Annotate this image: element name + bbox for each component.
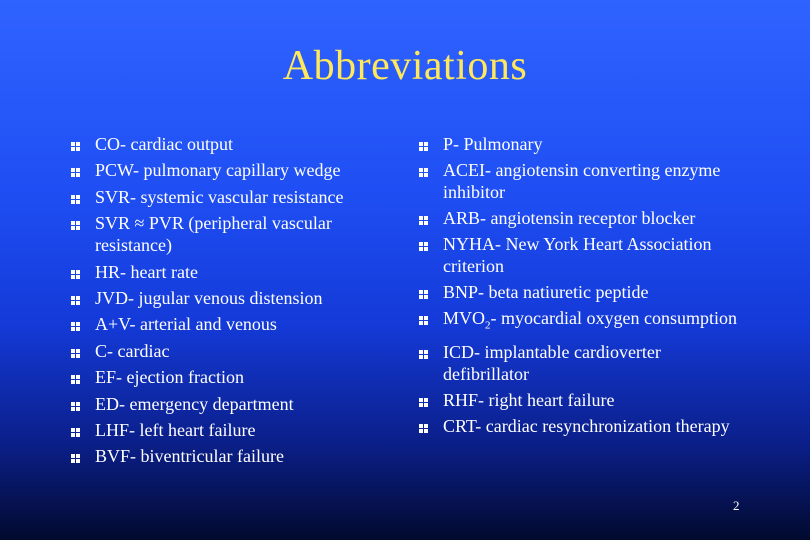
left-bullet-list xyxy=(70,133,400,472)
list-item-text: BNP- beta natiuretic peptide xyxy=(443,282,649,302)
list-item xyxy=(418,307,748,337)
list-item-text: C- cardiac xyxy=(95,340,170,361)
square-bullet-icon xyxy=(419,316,428,325)
right-bullet-list xyxy=(418,133,748,441)
list-item xyxy=(70,366,400,388)
list-item xyxy=(418,415,748,437)
square-bullet-icon xyxy=(419,168,428,177)
square-bullet-icon xyxy=(71,142,80,151)
list-item-text: ICD- implantable cardioverter defibrillator xyxy=(443,341,661,384)
list-item-text: CRT- cardiac resynchronization therapy xyxy=(443,415,730,436)
list-item-text-mvo2: $MVO_2-$ myocardial oxygen consumption xyxy=(443,308,737,332)
list-item-text: SVR ≈ PVR (peripheral vascular resistance) xyxy=(95,213,332,256)
square-bullet-icon xyxy=(419,142,428,151)
square-bullet-icon xyxy=(71,402,80,411)
list-item xyxy=(70,261,400,283)
list-item xyxy=(70,340,400,362)
list-item xyxy=(70,419,400,441)
square-bullet-icon xyxy=(419,398,428,407)
list-item-text: ED- emergency department xyxy=(95,393,294,414)
list-item-text: LHF- left heart failure xyxy=(95,419,256,440)
list-item-text: A+V- arterial and venous xyxy=(95,314,277,335)
square-bullet-icon xyxy=(71,296,80,305)
list-item-text: PCW- pulmonary capillary wedge xyxy=(95,160,341,181)
square-bullet-icon xyxy=(419,350,428,359)
square-bullet-icon xyxy=(71,428,80,437)
list-item-text: NYHA- New York Heart Association criterion xyxy=(443,234,712,276)
square-bullet-icon xyxy=(71,349,80,358)
square-bullet-icon xyxy=(71,322,80,331)
page-number: 2 xyxy=(733,498,740,513)
square-bullet-icon xyxy=(71,221,80,230)
list-item-text: CO- cardiac output xyxy=(95,134,233,154)
list-item xyxy=(70,287,400,309)
list-item-text: JVD- jugular venous distension xyxy=(95,287,323,308)
list-item xyxy=(418,207,748,229)
square-bullet-icon xyxy=(419,424,428,433)
square-bullet-icon xyxy=(419,290,428,299)
list-item-text: P- Pulmonary xyxy=(443,134,543,154)
list-item-text: HR- heart rate xyxy=(95,261,198,282)
list-item xyxy=(418,281,748,303)
list-item-text: BVF- biventricular failure xyxy=(95,446,284,467)
square-bullet-icon xyxy=(419,242,428,251)
list-item xyxy=(70,393,400,415)
list-item xyxy=(70,159,400,181)
square-bullet-icon xyxy=(419,216,428,225)
square-bullet-icon xyxy=(71,454,80,463)
square-bullet-icon xyxy=(71,195,80,204)
list-item xyxy=(70,445,400,467)
square-bullet-icon xyxy=(71,168,80,177)
list-item-text: RHF- right heart failure xyxy=(443,389,615,410)
slide-title: Abbreviations xyxy=(282,43,528,89)
list-item xyxy=(70,212,400,256)
list-item xyxy=(70,133,400,155)
list-item xyxy=(418,341,748,385)
list-item xyxy=(70,186,400,208)
list-item xyxy=(418,233,748,277)
list-item xyxy=(418,159,748,203)
list-item-text: ACEI- angiotensin converting enzyme inhibitor xyxy=(443,160,721,202)
list-item-text: EF- ejection fraction xyxy=(95,367,244,388)
list-item-text: SVR- systemic vascular resistance xyxy=(95,186,344,207)
list-item xyxy=(418,389,748,411)
square-bullet-icon xyxy=(71,270,80,279)
list-item-text: ARB- angiotensin receptor blocker xyxy=(443,208,696,228)
list-item xyxy=(70,313,400,335)
square-bullet-icon xyxy=(71,375,80,384)
list-item xyxy=(418,133,748,155)
subscript-two: 2 xyxy=(485,319,491,332)
